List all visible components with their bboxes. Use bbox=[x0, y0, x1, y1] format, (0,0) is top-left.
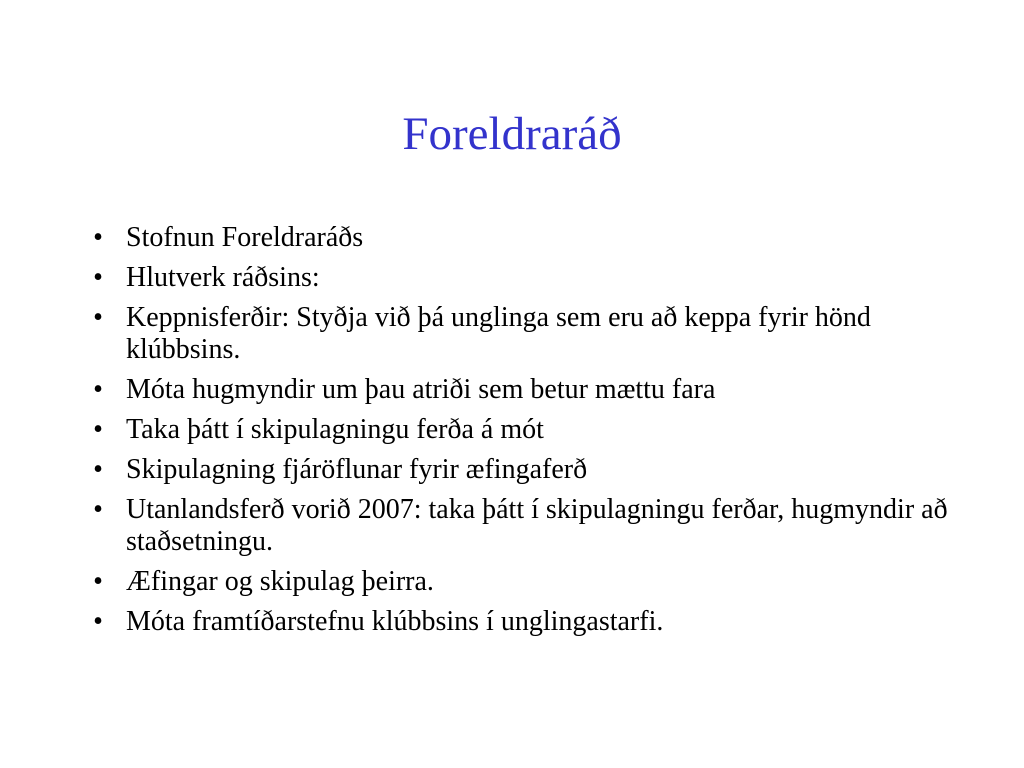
bullet-marker-icon: • bbox=[93, 454, 103, 485]
bullet-text: Stofnun Foreldraráðs bbox=[126, 222, 364, 253]
bullet-list bbox=[86, 222, 956, 646]
bullet-item bbox=[86, 454, 956, 486]
bullet-text: Móta hugmyndir um þau atriði sem betur mættu fara bbox=[126, 374, 716, 405]
bullet-item bbox=[86, 222, 956, 254]
bullet-text: Utanlandsferð vorið 2007: taka þátt í skipulagningu ferðar, hugmyndir að staðsetningu. bbox=[126, 494, 948, 557]
bullet-item bbox=[86, 606, 956, 638]
bullet-item bbox=[86, 566, 956, 598]
bullet-text: Æfingar og skipulag þeirra. bbox=[126, 566, 434, 597]
bullet-text: Keppnisferðir: Styðja við þá unglinga sem eru að keppa fyrir hönd klúbbsins. bbox=[126, 302, 871, 365]
bullet-marker-icon: • bbox=[93, 262, 103, 293]
bullet-item bbox=[86, 494, 956, 558]
bullet-item bbox=[86, 302, 956, 366]
bullet-marker-icon: • bbox=[93, 222, 103, 253]
bullet-marker-icon: • bbox=[93, 374, 103, 405]
bullet-marker-icon: • bbox=[93, 606, 103, 637]
bullet-text: Móta framtíðarstefnu klúbbsins í unglingastarfi. bbox=[126, 606, 664, 637]
bullet-marker-icon: • bbox=[93, 566, 103, 597]
bullet-item bbox=[86, 374, 956, 406]
slide-title: Foreldraráð bbox=[402, 108, 622, 160]
bullet-text: Skipulagning fjáröflunar fyrir æfingaferð bbox=[126, 454, 588, 485]
bullet-item bbox=[86, 262, 956, 294]
bullet-marker-icon: • bbox=[93, 414, 103, 445]
bullet-item bbox=[86, 414, 956, 446]
bullet-marker-icon: • bbox=[93, 494, 103, 525]
bullet-marker-icon: • bbox=[93, 302, 103, 333]
bullet-text: Taka þátt í skipulagningu ferða á mót bbox=[126, 414, 544, 445]
bullet-text: Hlutverk ráðsins: bbox=[126, 262, 320, 293]
